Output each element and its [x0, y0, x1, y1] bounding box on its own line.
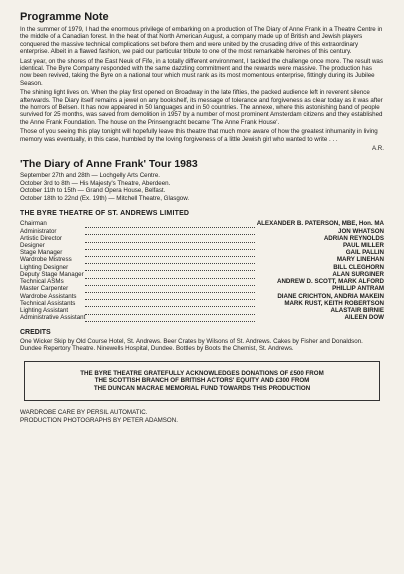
staff-role: Wardrobe Mistress	[20, 256, 72, 264]
tour-date-line: October 11th to 15th — Grand Opera House, Belfast.	[20, 187, 166, 195]
staff-row	[20, 256, 384, 263]
credits-title: CREDITS	[20, 328, 51, 336]
footer	[20, 409, 384, 424]
staff-name: ADRIAN REYNOLDS	[323, 234, 384, 242]
leader-dots	[85, 300, 254, 307]
staff-role: Artistic Director	[20, 234, 62, 242]
staff-role: Wardrobe Assistants	[20, 292, 77, 300]
staff-name: BILL CLEGHORN	[333, 263, 384, 271]
staff-name: ALEXANDER B. PATERSON, MBE, Hon. MA	[256, 220, 384, 228]
tour-title: 'The Diary of Anne Frank' Tour 1983	[20, 158, 198, 171]
staff-role: Master Carpenter	[20, 285, 69, 293]
acknowledgement-line: THE SCOTTISH BRANCH OF BRITISH ACTORS' EQUITY AND £300 FROM	[94, 377, 310, 385]
staff-role: Designer	[20, 242, 45, 250]
tour-dates	[20, 172, 384, 202]
leader-dots	[85, 264, 254, 271]
tour-date-line: October 3rd to 8th — His Majesty's Theatre, Aberdeen.	[20, 179, 171, 187]
paragraph-4: Those of you seeing this play tonight will hopefully leave this theatre that much more aware of how the greatest inhumanity in living memory was eventually, in this case, humbled by the loving forgiveness of a little Jewish girl who wanted to write . . .	[20, 128, 378, 143]
staff-role: Chairman	[20, 220, 47, 228]
paragraph-1: In the summer of 1979, I had the enormous privilege of embarking on a production of The Diary of Anne Frank in a Theatre Centre in the middle of a Canadian forest. In the heat of that North American August, a company made up of British and Jewish players conquered the massive technical complications set before them and were united by the crusading drive of this extraordinary enterprise. Albeit in a flawed fashion, we paid our particular tribute to one of the most remarkable heroines of this century.	[20, 26, 383, 56]
staff-name: DIANE CRICHTON, ANDRIA MAKEIN	[277, 292, 384, 300]
staff-role: Technical ASMs	[20, 278, 64, 286]
programme-note-body	[20, 26, 384, 143]
staff-row	[20, 278, 384, 285]
leader-dots	[85, 242, 254, 249]
staff-role: Technical Assistants	[20, 299, 76, 307]
staff-name: AILEEN DOW	[344, 314, 384, 322]
footer-wardrobe-care: WARDROBE CARE BY PERSIL AUTOMATIC.	[20, 409, 148, 417]
staff-name: PHILLIP ANTRAM	[332, 285, 384, 293]
staff-row	[20, 300, 384, 307]
leader-dots	[85, 235, 254, 242]
staff-row	[20, 285, 384, 292]
staff-name: PAUL MILLER	[342, 242, 384, 250]
staff-row	[20, 242, 384, 249]
leader-dots	[85, 285, 254, 292]
tour-date-line: October 18th to 22nd (Ex. 19th) — Mitchell Theatre, Glasgow.	[20, 194, 190, 202]
programme-note-title: Programme Note	[20, 11, 109, 23]
staff-role: Lighting Designer	[20, 263, 69, 271]
staff-row	[20, 228, 384, 235]
staff-name: ANDREW D. SCOTT, MARK ALFORD	[276, 278, 384, 286]
acknowledgement-line: THE DUNCAN MACRAE MEMORIAL FUND TOWARDS THIS PRODUCTION	[93, 385, 311, 393]
staff-row	[20, 293, 384, 300]
staff-name: JON WHATSON	[338, 227, 384, 235]
acknowledgement-line: THE BYRE THEATRE GRATEFULLY ACKNOWLEDGES DONATIONS OF £500 FROM	[80, 369, 324, 377]
staff-name: ALAN SURGINER	[332, 270, 384, 278]
staff-role: Administrative Assistant	[20, 314, 86, 322]
staff-role: Administrator	[20, 227, 57, 235]
signature: A.R.	[371, 145, 384, 153]
leader-dots	[85, 249, 254, 256]
staff-row	[20, 307, 384, 314]
staff-name: GAIL PALLIN	[345, 249, 384, 257]
leader-dots	[85, 307, 254, 314]
staff-row	[20, 264, 384, 271]
staff-role: Lighting Assistant	[20, 306, 69, 314]
leader-dots	[85, 293, 254, 300]
staff-row	[20, 314, 384, 321]
staff-role: Stage Manager	[20, 249, 63, 257]
leader-dots	[85, 278, 254, 285]
tour-date-line: September 27th and 28th — Lochgelly Arts Centre.	[20, 172, 160, 180]
leader-dots	[85, 228, 254, 235]
leader-dots	[85, 220, 254, 227]
staff-name: MARY LINEHAN	[336, 256, 384, 264]
credits-text: One Wicker Skip by Old Course Hotel, St. Andrews. Beer Crates by Wilsons of St. Andrews. Cakes by Fisher and Donaldson. Dundee Repertory Theatre. Ninewells Hospital, Dundee. Bottles by Boots the Chemist, St. Andrews.	[20, 337, 363, 353]
leader-dots	[85, 271, 254, 278]
staff-name: ALASTAIR BIRNIE	[330, 306, 384, 314]
staff-row	[20, 220, 384, 227]
leader-dots	[85, 256, 254, 263]
staff-row	[20, 249, 384, 256]
tour-section	[20, 158, 384, 202]
staff-role: Deputy Stage Manager	[20, 270, 84, 278]
paragraph-2: Last year, on the shores of the East Neuk of Fife, in a totally different environment, I tackled the challenge once more. The result was identical. The Byre Company responded with the same dazzling commitment and the rewards were massive. The production has now been revived, taking the Byre on a national tour which must rank as its most momentous enterprise, fittingly during its Jubilee Season.	[20, 57, 383, 87]
staff-list	[20, 220, 384, 321]
acknowledgement-box	[24, 361, 380, 401]
leader-dots	[85, 314, 254, 321]
footer-photographs: PRODUCTION PHOTOGRAPHS BY PETER ADAMSON.	[20, 416, 178, 424]
byre-company-title: THE BYRE THEATRE OF ST. ANDREWS LIMITED	[20, 210, 190, 218]
staff-row	[20, 235, 384, 242]
staff-name: MARK RUST, KEITH ROBERTSON	[284, 299, 384, 307]
paragraph-3: The shining light lives on. When the play first opened on Broadway in the late fifties, the packed audience left in reverent silence afterwards. The Diary itself remains a jewel on any bookshelf, its message of tolerance and forgiveness as clear today as it was after the horrors of Belsen. It has now appeared in 50 languages and in 50 countries. The annexe, where this astonishing band of people survived for 25 months, was saved from demolition in 1957 by a number of most prominent Amsterdam citizens and they established the Anne Frank Foundation. The house on the Prinsengracht became 'The Anne Frank House'.	[20, 89, 383, 126]
staff-row	[20, 271, 384, 278]
